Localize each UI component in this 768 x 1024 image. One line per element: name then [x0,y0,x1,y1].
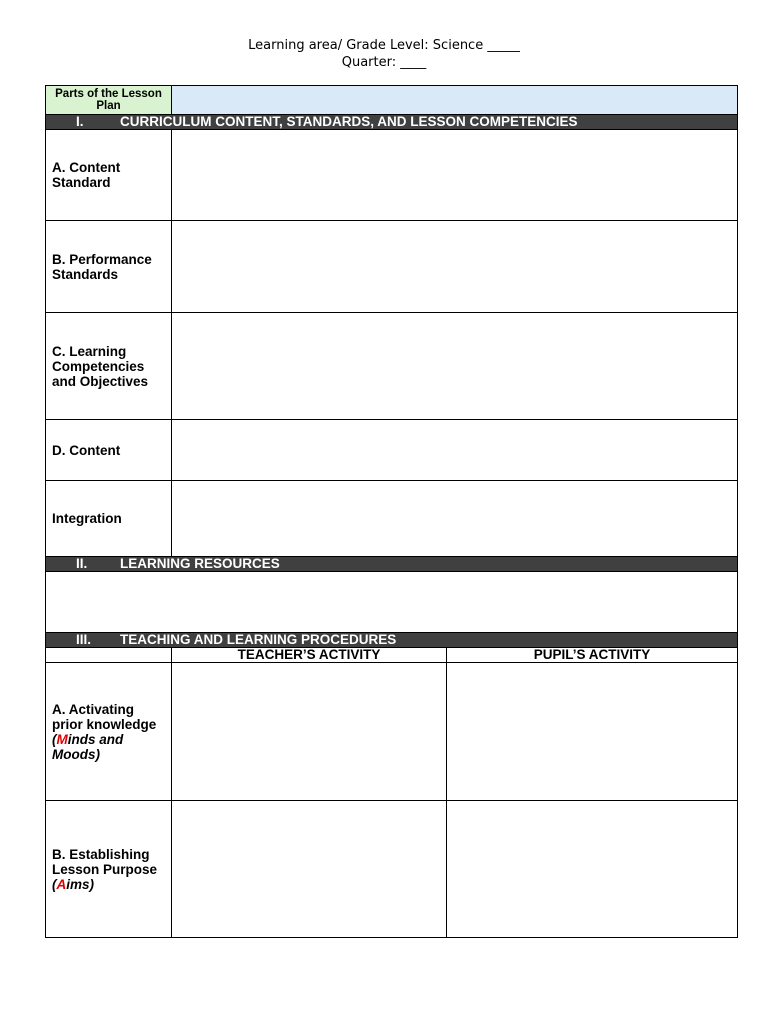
content-standard-cell[interactable] [172,130,738,221]
table-row [46,663,738,801]
activating-prior-knowledge-label [46,663,172,801]
table-header-row [46,86,738,115]
section-row-procedures [46,633,738,648]
document-header [0,37,768,71]
establishing-pupil-cell[interactable] [447,801,738,938]
performance-standards-label: B. Performance Standards [46,221,172,313]
section-numeral: I. [76,114,84,129]
content-label: D. Content [46,420,172,481]
learning-competencies-label: C. Learning Competencies and Objectives [46,313,172,420]
subtitle-rest: inds and Moods) [52,731,124,762]
mnemonic-letter: M [56,731,68,747]
section-resources-bar [46,557,738,572]
establishing-title: B. Establishing Lesson Purpose [52,846,158,877]
subtitle-rest: ims) [66,876,95,892]
section-numeral: III. [76,632,92,647]
table-row [46,130,738,221]
lesson-plan-table [45,85,738,938]
section-numeral: II. [76,556,88,571]
blank-column-header [46,648,172,663]
lesson-plan-header-value[interactable] [172,86,738,115]
paren-open: ( [52,731,57,747]
teachers-activity-header: TEACHER’S ACTIVITY [172,648,447,663]
parts-of-lesson-plan-header: Parts of the Lesson Plan [46,86,172,115]
learning-resources-cell[interactable] [46,572,738,633]
integration-label: Integration [46,481,172,557]
section-procedures-bar [46,633,738,648]
section-title: LEARNING RESOURCES [120,556,280,571]
content-cell[interactable] [172,420,738,481]
content-standard-label: A. Content Standard [46,130,172,221]
section-title: TEACHING AND LEARNING PROCEDURES [120,632,397,647]
section-title: CURRICULUM CONTENT, STANDARDS, AND LESSON COMPETENCIES [120,114,578,129]
table-row [46,572,738,633]
performance-standards-cell[interactable] [172,221,738,313]
activating-subtitle [52,732,123,762]
establishing-lesson-purpose-label [46,801,172,938]
learning-area-line: Learning area/ Grade Level: Science _____ [248,38,520,53]
column-header-row [46,648,738,663]
table-row [46,420,738,481]
activating-pupil-cell[interactable] [447,663,738,801]
mnemonic-letter: A [56,876,67,892]
section-row-resources [46,557,738,572]
quarter-line: Quarter: ____ [341,55,427,70]
learning-competencies-cell[interactable] [172,313,738,420]
pupils-activity-header: PUPIL’S ACTIVITY [447,648,738,663]
activating-teacher-cell[interactable] [172,663,447,801]
paren-open: ( [52,876,57,892]
table-row [46,221,738,313]
section-curriculum-bar [46,115,738,130]
establishing-subtitle [52,877,94,892]
table-row [46,801,738,938]
section-row-curriculum [46,115,738,130]
table-row [46,313,738,420]
activating-title: A. Activating prior knowledge [52,701,157,732]
table-row [46,481,738,557]
integration-cell[interactable] [172,481,738,557]
establishing-teacher-cell[interactable] [172,801,447,938]
